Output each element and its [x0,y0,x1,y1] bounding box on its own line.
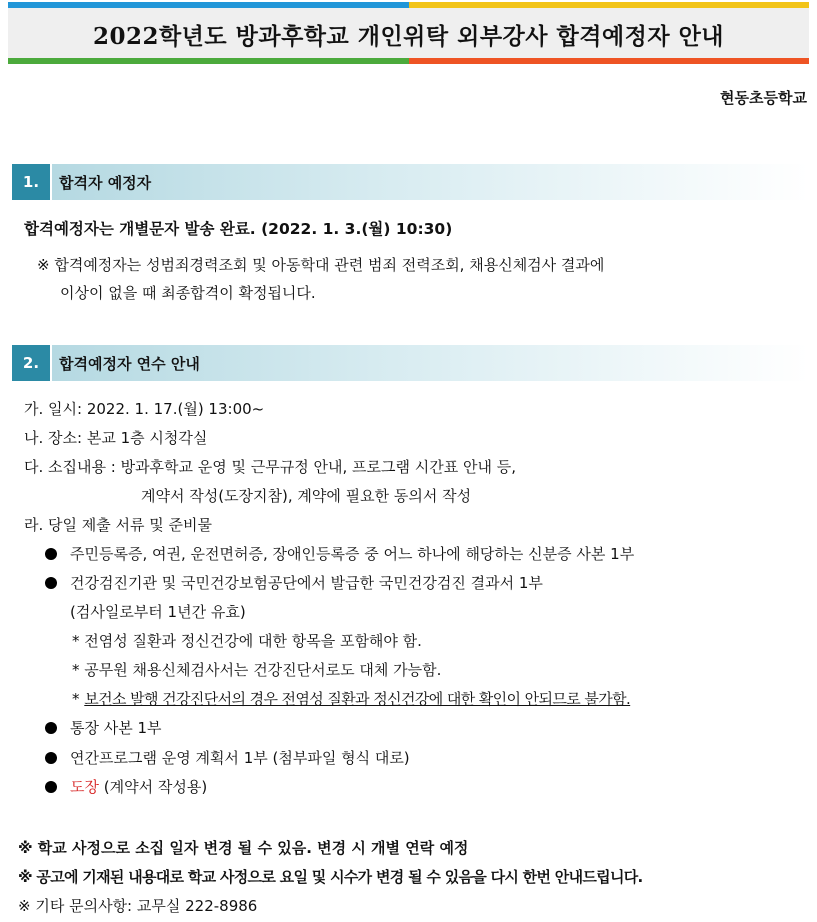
item-ga: 가. 일시: 2022. 1. 17.(월) 13:00~ [24,400,265,418]
bullet2-text: 건강검진기관 및 국민건강보험공단에서 발급한 국민건강검진 결과서 1부 [70,574,543,592]
list-item [45,544,634,564]
item-na: 나. 장소: 본교 1층 시청각실 [24,429,208,447]
bullet-dot-icon [45,722,57,734]
section1-header [12,164,809,200]
section1-note-line2: 이상이 없을 때 최종합격이 확정됩니다. [60,284,316,302]
section2-title: 합격예정자 연수 안내 [52,345,809,381]
list-item [45,777,207,797]
footer-note-1: ※ 학교 사정으로 소집 일자 변경 될 수 있음. 변경 시 개별 연락 예정 [18,839,469,857]
section1-note-line1: ※ 합격예정자는 성범죄경력조회 및 아동학대 관련 범죄 전력조회, 채용신체검사 결과에 [37,256,605,274]
footer-note-3: ※ 기타 문의사항: 교무실 222-8986 [18,897,258,915]
bullet1-text: 주민등록증, 여권, 운전면허증, 장애인등록증 중 어느 하나에 해당하는 신분증 사본 1부 [70,545,635,563]
footer-note-2: ※ 공고에 기재된 내용대로 학교 사정으로 요일 및 시수가 변경 될 수 있음을 다시 한번 안내드립니다. [18,868,643,886]
sub-note-2: * 공무원 채용신체검사서는 건강진단서로도 대체 가능함. [72,661,442,679]
section1-main-line: 합격예정자는 개별문자 발송 완료. (2022. 1. 3.(월) 10:30) [24,220,453,238]
list-item [45,573,543,593]
bullet-dot-icon [45,752,57,764]
school-name: 현동초등학교 [720,89,807,107]
sub-note-1: * 전염성 질환과 정신건강에 대한 항목을 포함해야 함. [72,632,422,650]
list-item [45,748,410,768]
bullet4-text: 연간프로그램 운영 계획서 1부 (첨부파일 형식 대로) [70,749,410,767]
bullet2-continuation: (검사일로부터 1년간 유효) [70,603,246,621]
section2-number: 2. [12,345,50,381]
sub-note-3-prefix: * [72,690,85,708]
sub-note-3-underlined: 보건소 발행 건강진단서의 경우 전염성 질환과 정신건강에 대한 확인이 안되므로 불가함. [84,690,631,708]
item-ra: 라. 당일 제출 서류 및 준비물 [24,516,212,534]
sub-note-3 [72,689,630,709]
bullet5-highlight: 도장 [70,778,99,796]
section2-header [12,345,809,381]
bullet-dot-icon [45,781,57,793]
page-title: 2022학년도 방과후학교 개인위탁 외부강사 합격예정자 안내 [92,22,725,50]
bullet-dot-icon [45,548,57,560]
title-box [8,8,809,60]
item-da-line1: 다. 소집내용 : 방과후학교 운영 및 근무규정 안내, 프로그램 시간표 안내 등, [24,458,517,476]
bullet3-text: 통장 사본 1부 [70,719,162,737]
bullet5-text: (계약서 작성용) [98,778,208,796]
section1-number: 1. [12,164,50,200]
section1-title: 합격자 예정자 [52,164,809,200]
header-bar-bottom-left [8,58,409,64]
item-da-line2: 계약서 작성(도장지참), 계약에 필요한 동의서 작성 [141,487,472,505]
list-item [45,718,162,738]
header-bar-bottom-right [409,58,809,64]
bullet-dot-icon [45,577,57,589]
